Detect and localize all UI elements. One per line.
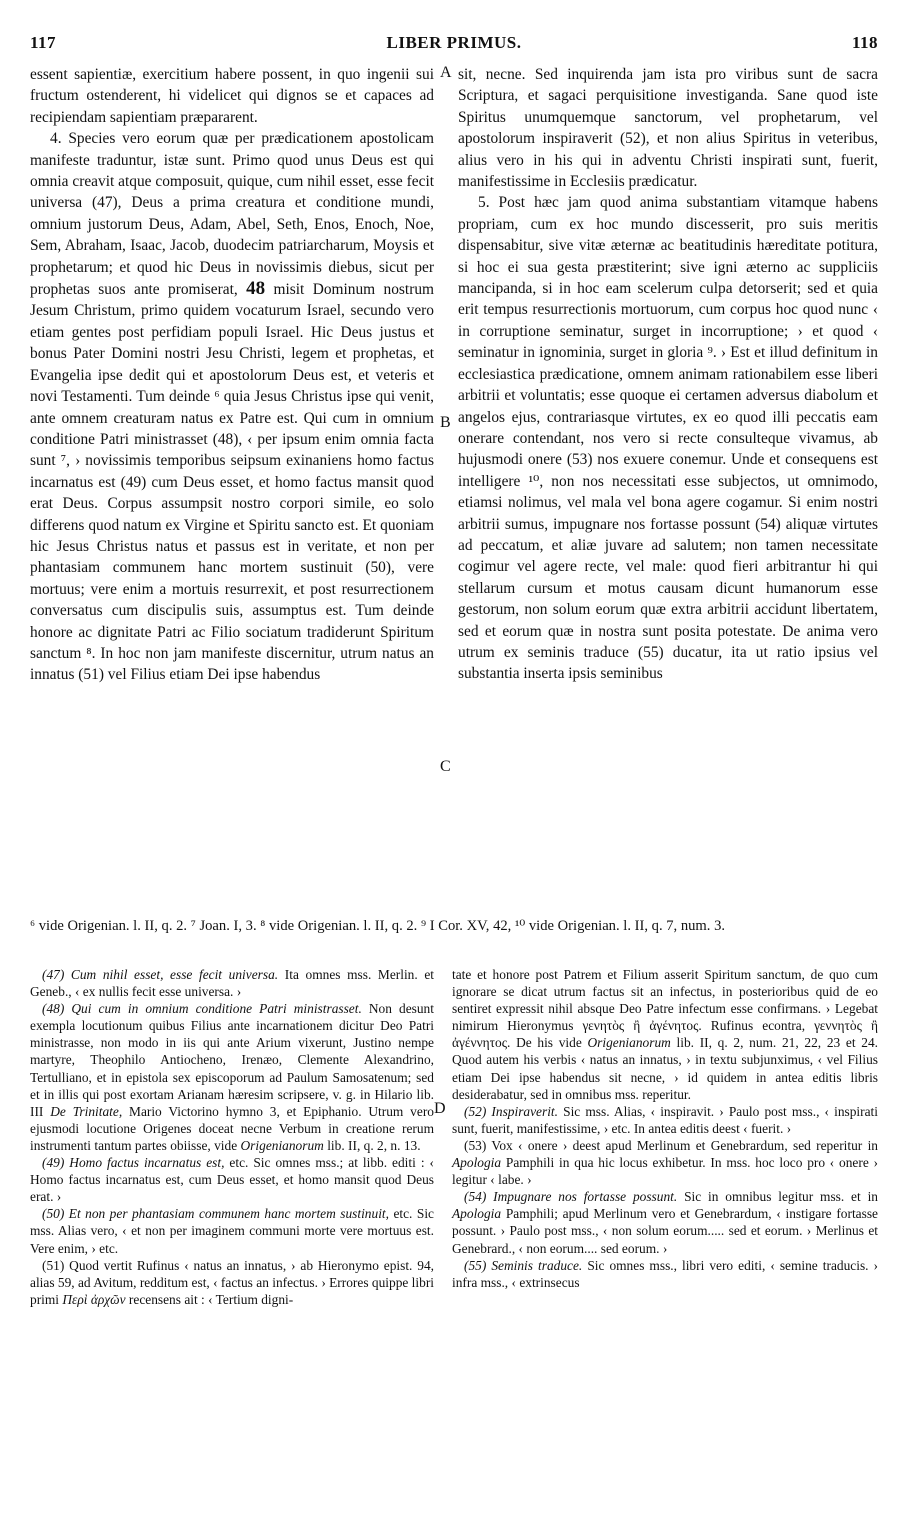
note-50	[30, 1205, 434, 1256]
notes-right-column	[452, 966, 878, 1291]
paragraph-5: 5. Post hæc jam quod anima substantiam vitamque habens propriam, cum ex hoc mundo discesserit, pro suis meritis dispensabitur, sive vitæ æternæ ac beatitudinis hæreditate potitura, si hoc ei sua gesta præstiterint; sive igni æterno ac suppliciis mancipanda, si in hoc eam scelerum culpa detorserit; sed et quia erit tempus resurrectionis mortuorum, cum corpus hoc quod nunc ‹ in corruptione seminatur, surget in incorruptione; › et quod ‹ seminatur in ignominia, surget in gloria ⁹. › Est et illud definitum in ecclesiastica prædicatione, omnem animam rationabilem esse liberi arbitrii et voluntatis; esse quoque ei certamen adversus diabolum et angelos ejus, contrariasque virtutes, ex eo quod illi peccatis eam onerare contendant, nos vero si recte consulteque vivamus, ab hujusmodi onere (53) nos exuere conemur. Unde et consequens est intelligere ¹⁰, non nos necessitati esse subjectos, ut omnimodo, etiamsi nolimus, vel mala vel bona agere cogamur. Si enim nostri arbitrii sumus, impugnare nos fortasse possunt (54) aliquæ virtutes ad peccatum, et aliæ juvare ad salutem; non tamen necessitate cogimur vel agere recte, vel male: quod fieri arbitrantur hi qui stellarum cursum et motus causam dicunt humanorum esse gestorum, non solum eorum quæ extra arbitrii accidunt libertatem, sed et eorum quæ in nostra sunt posita potestate. De anima vero utrum ex seminis traduce (55) ducatur, ita ut ratio ipsius vel substantia inserta ipsis seminibus	[458, 194, 878, 683]
paragraph-4	[30, 128, 434, 686]
note-lemma: (47) Cum nihil esset, esse fecit universa.	[42, 967, 279, 982]
note-lemma: (48) Qui cum in omnium conditione Patri ministrasset.	[42, 1001, 362, 1017]
note-48	[30, 1000, 434, 1154]
greek-title: Περὶ ἀρχῶν	[62, 1291, 126, 1307]
note-52	[452, 1103, 878, 1137]
note-text: tate et honore post Patrem et Filium asserit Spiritum sanctum, de quo cum ignorare se dicat utrum factus sit an infectus, in posterioribus quid de eo sentiret expressit nihil absque Deo Patre infectum esse confirmans. › Legebat nimirum Hieronymus γενητὸς ἢ ἀγένητος. Rufinus econtra, γεννητὸς ἢ ἀγέννητος. De his vide	[452, 967, 878, 1051]
note-51-continued	[452, 966, 878, 1103]
note-text: (53) Vox ‹ onere › deest apud Merlinum et Genebrardum, sed reperitur in	[464, 1137, 878, 1153]
note-54	[452, 1188, 878, 1256]
left-page-number: 117	[30, 33, 57, 52]
note-lemma: (50) Et non per phantasiam communem hanc mortem sustinuit,	[42, 1206, 389, 1222]
note-text: lib. II, q. 2, num. 21, 22, 23 et 24. Quod autem his verbis ‹ natus an innatus, › in textu subjunximus, ‹ vel Filius etiam Dei ipse habendus sit necne, › id quidem in antea editis libris desiderabatur, sed in omnibus mss. reperitur.	[452, 1035, 879, 1102]
inline-page-number: 48	[246, 278, 266, 300]
work-title: Apologia	[452, 1155, 502, 1171]
note-lemma: (52) Inspiraverit.	[464, 1103, 558, 1119]
running-title: LIBER PRIMUS.	[386, 33, 522, 52]
footnote-references: ⁶ vide Origenian. l. II, q. 2. ⁷ Joan. I, 3. ⁸ vide Origenian. l. II, q. 2. ⁹ I Cor. XV, 42, ¹⁰ vide Origenian. l. II, q. 7, num. 3.	[30, 918, 726, 934]
margin-marker-d: D	[434, 1100, 446, 1117]
note-lemma: (55) Seminis traduce.	[464, 1257, 583, 1273]
note-text: Mario Victorino hymno 3, et Epiphanio. Utrum vero ejusmodi locutione Origenes doceat necne Verbum in creatione rerum instrumenti tantum partes obiisse, vide	[30, 1103, 434, 1153]
note-text: etc. Sic omnes mss.; at libb. editi : ‹ Homo factus incarnatus est, cum Deus esset, et homo mansit quod Deus erat. ›	[30, 1155, 434, 1205]
note-text: Sic mss. Alias, ‹ inspiravit. › Paulo post mss., ‹ inspirati sunt, fuerit, manifestissime, › etc. In antea editis deest ‹ fuerit. ›	[452, 1103, 878, 1136]
note-text: etc. Sic mss. Alias vero, ‹ et non per imaginem communi morte vere mortuus est. Vere enim, › etc.	[30, 1206, 434, 1256]
main-text-right-column	[458, 64, 878, 685]
note-51	[30, 1257, 434, 1308]
note-55	[452, 1257, 878, 1291]
note-53	[452, 1137, 878, 1188]
margin-marker-b: B	[440, 414, 451, 431]
work-title: Origenianorum	[587, 1035, 671, 1051]
running-header	[30, 33, 878, 57]
note-text: Pamphili in qua hic locus exhibetur. In mss. hoc loco pro ‹ onere › legitur ‹ labe. ›	[452, 1155, 878, 1188]
note-text: Sic omnes mss., libri vero editi, ‹ semine traducis. › infra mss., ‹ extrinsecus	[452, 1257, 878, 1290]
paragraph: essent sapientiæ, exercitium habere possent, in quo ingenii sui fructum ostenderent, hi videlicet qui dignos se et capaces ad recipiendam sapientiam præpararent.	[30, 66, 434, 126]
note-text: (51) Quod vertit Rufinus ‹ natus an innatus, › ab Hieronymo epist. 94, alias 59, ad Avitum, redditum est, ‹ factus an infectus. › Errores quippe libri primi	[30, 1257, 434, 1307]
work-title: De Trinitate,	[50, 1103, 123, 1119]
note-text: lib. II, q. 2, n. 13.	[327, 1137, 421, 1153]
note-text: Ita omnes mss. Merlin. et Geneb., ‹ ex nullis fecit esse universa. ›	[30, 967, 434, 1000]
paragraph: sit, necne. Sed inquirenda jam ista pro viribus sunt de sacra Scriptura, et sagaci perquisitione investiganda. Sane quod iste Spiritus unumquemque sanctorum, vel prophetarum, vel apostolorum inspiraverit (52), et non alius Spiritus in veteribus, alius vero in his qui in adventu Christi inspirati sunt, fuerit, manifestissime in Ecclesiis prædicatur.	[458, 66, 878, 191]
paragraph-text: misit Dominum nostrum Jesum Christum, primo quidem vocaturum Israel, secundo vero etiam gentes post perfidiam populi Israel. Hic Deus justus et bonus Pater Domini nostri Jesu Christi, legem et prophetas, et Evangelia ipse dedit qui et apostolorum Deus est, et veteris et novi Testamenti. Tum deinde ⁶ quia Jesus Christus ipse qui venit, ante omnem creaturam natus ex Patre est. Qui cum in omnium conditione Patri ministrasset (48), ‹ per ipsum enim omnia facta sunt ⁷, › novissimis temporibus seipsum exinaniens homo factus incarnatus est (49) cum Deus esset, et homo factus mansit quod erat Deus. Corpus assumpsit nostro corpori simile, eo solo differens quod natum ex Virgine et Spiritu sancto est. Et quoniam hic Jesus Christus natus et passus est in veritate, et non per phantasiam communem hanc mortem sustinuit (50), vere mortuus; vere enim a mortuis resurrexit, et post resurrectionem conversatus cum discipulis suis, assumptus est. Tum deinde honore ac dignitate Patri ac Filio sociatum tradiderunt Spiritum sanctum ⁸. In hoc non jam manifeste discernitur, utrum natus an innatus (51) vel Filius etiam Dei ipse habendus	[30, 281, 434, 684]
note-lemma: (49) Homo factus incarnatus est,	[42, 1155, 225, 1171]
notes-left-column	[30, 966, 434, 1308]
note-47	[30, 966, 434, 1000]
note-text: Pamphili; apud Merlinum vero et Genebrardum, ‹ instigare fortasse possunt. › Paulo post mss., ‹ non solum eorum..... sed et eorum. › Merlinus et Genebrard., ‹ non eorum.... sed eorum. ›	[452, 1206, 878, 1256]
margin-marker-c: C	[440, 758, 451, 775]
main-text-left-column	[30, 64, 434, 686]
note-text: Sic in omnibus legitur mss. et in	[684, 1189, 878, 1205]
work-title: Origenianorum	[240, 1137, 324, 1153]
note-text: recensens ait : ‹ Tertium digni-	[128, 1291, 294, 1307]
margin-marker-a: A	[440, 64, 452, 81]
note-text: Non desunt exempla locutionum quibus Filius ante incarnationem dicitur Deo Patri ministrasse, non modo in iis qui ante Arium vixerunt, Justino nempe martyre, Theophilo Antiocheno, Irenæo, Clemente Alexandrino, Tertulliano, et in epistola sex episcoporum ad Paulum Samosatenum; sed et in illis qui post exortam Arianam hæresim scripsere, v. g. in Hilario lib. III	[30, 1001, 434, 1119]
note-lemma: (54) Impugnare nos fortasse possunt.	[464, 1189, 678, 1205]
right-page-number: 118	[851, 33, 878, 52]
paragraph-text: 4. Species vero eorum quæ per prædicationem apostolicam manifeste traduntur, istæ sunt. Primo quod unus Deus est qui omnia creavit atque composuit, quique, cum nihil esset, esse fecit universa (47), Deus a prima creatura et conditione mundi, omnium justorum Deus, Adam, Abel, Seth, Enos, Enoch, Noe, Sem, Abraham, Isaac, Jacob, duodecim patriarcharum, Moysis et prophetarum; et quod hic Deus in novissimis diebus, sicut per prophetas suos ante promiserat,	[30, 130, 434, 299]
work-title: Apologia	[452, 1206, 502, 1222]
note-49	[30, 1154, 434, 1205]
